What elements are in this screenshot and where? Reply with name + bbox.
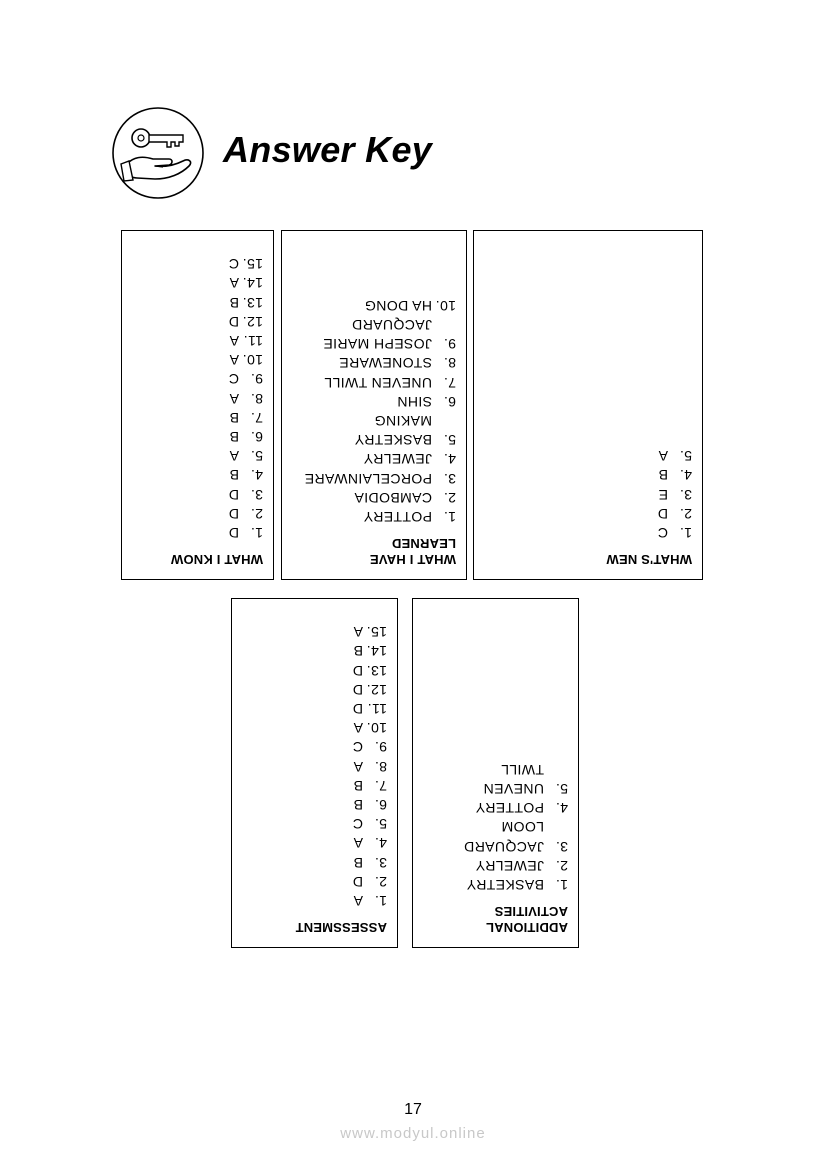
item-number: 1. xyxy=(443,509,456,525)
item-number: 7. xyxy=(443,374,456,391)
answer-text: D xyxy=(352,700,363,717)
answer-item xyxy=(232,699,387,718)
what-i-have-learned-heading xyxy=(282,535,456,567)
answer-item xyxy=(122,273,263,292)
assessment-box xyxy=(231,598,398,948)
answer-text: PORCELAINWARE xyxy=(304,470,432,487)
answer-item xyxy=(232,891,387,910)
answer-text: UNEVEN xyxy=(483,780,544,797)
item-number: 2. xyxy=(374,873,387,890)
answer-text: D xyxy=(657,505,668,522)
heading-line: ADDITIONAL xyxy=(485,920,568,935)
answer-item xyxy=(232,680,387,699)
answer-text: JACQUARD xyxy=(463,838,544,855)
item-number: 1. xyxy=(250,525,263,541)
what-i-have-learned-box xyxy=(281,230,467,580)
answer-text: D xyxy=(228,525,239,541)
answer-text: D xyxy=(228,313,239,330)
answer-text: E xyxy=(658,486,668,503)
answer-item xyxy=(122,254,263,273)
answer-text: A xyxy=(229,390,239,407)
answer-text: JACQUARD xyxy=(351,316,432,333)
answer-item xyxy=(232,641,387,660)
answer-item xyxy=(282,392,456,411)
answer-item xyxy=(282,334,456,353)
item-number: 11. xyxy=(243,332,263,349)
answer-item xyxy=(232,795,387,814)
answer-text: D xyxy=(352,662,363,679)
answer-item xyxy=(413,875,568,894)
assessment-heading: ASSESSMENT xyxy=(295,920,387,935)
item-number: 10. xyxy=(366,720,387,737)
item-number: 1. xyxy=(374,893,387,909)
answer-item xyxy=(282,468,456,487)
item-number: 12. xyxy=(366,681,387,698)
answer-item xyxy=(232,776,387,795)
answer-text: B xyxy=(229,409,239,426)
answer-text: A xyxy=(353,758,363,775)
answer-text: MAKING xyxy=(374,412,432,429)
answer-text: B xyxy=(229,428,239,445)
answer-text: LOOM xyxy=(501,819,544,836)
answer-item xyxy=(282,488,456,507)
answer-text: D xyxy=(228,505,239,522)
answer-item xyxy=(122,312,263,331)
answer-item xyxy=(232,660,387,679)
answer-item xyxy=(232,756,387,775)
answer-item xyxy=(282,449,456,468)
answer-text: C xyxy=(352,739,363,756)
answer-item xyxy=(413,798,568,817)
item-number: 2. xyxy=(443,489,456,506)
answer-item xyxy=(413,856,568,875)
answer-item xyxy=(282,296,456,315)
answer-item xyxy=(474,504,692,523)
answer-item xyxy=(282,315,456,334)
answer-text: B xyxy=(353,854,363,871)
item-number: 14. xyxy=(242,275,263,292)
what-i-know-box xyxy=(121,230,274,580)
item-number: 4. xyxy=(374,835,387,852)
answer-text: A xyxy=(353,624,363,641)
heading-line: LEARNED xyxy=(391,536,456,551)
item-number: 14. xyxy=(366,643,387,660)
answer-text: STONEWARE xyxy=(338,355,432,372)
additional-activities-box xyxy=(412,598,579,948)
answer-item xyxy=(122,427,263,446)
answer-text: C xyxy=(352,816,363,833)
answer-text: D xyxy=(352,873,363,890)
item-number: 10. xyxy=(242,352,263,369)
hand-key-logo-icon xyxy=(111,106,205,200)
answer-item xyxy=(122,331,263,350)
item-number: 4. xyxy=(679,467,692,484)
answer-text: HA DONG xyxy=(364,297,432,314)
item-number: 7. xyxy=(250,409,263,426)
item-number: 11. xyxy=(367,700,387,717)
answer-item xyxy=(282,411,456,430)
item-number: 13. xyxy=(366,662,387,679)
item-number: 1. xyxy=(555,877,568,893)
answer-text: B xyxy=(353,643,363,660)
item-number: 5. xyxy=(555,780,568,797)
answer-item xyxy=(474,465,692,484)
answer-item xyxy=(474,523,692,542)
answer-text: B xyxy=(658,467,668,484)
answer-item xyxy=(232,622,387,641)
answer-item xyxy=(122,446,263,465)
answer-text: D xyxy=(352,681,363,698)
item-number: 8. xyxy=(443,355,456,372)
answer-text: A xyxy=(229,448,239,465)
item-number: 3. xyxy=(679,486,692,503)
answer-text: B xyxy=(229,467,239,484)
item-number: 12. xyxy=(242,313,263,330)
page-title: Answer Key xyxy=(223,129,433,170)
item-number: 15. xyxy=(366,624,387,641)
item-number: 4. xyxy=(443,451,456,468)
item-number: 3. xyxy=(443,470,456,487)
item-number: 1. xyxy=(679,525,692,541)
item-number: 3. xyxy=(555,838,568,855)
answer-text: B xyxy=(229,294,239,311)
answer-item xyxy=(122,484,263,503)
answer-text: JOSEPH MARIE xyxy=(322,336,432,353)
answer-item xyxy=(122,523,263,542)
answer-item xyxy=(413,779,568,798)
answer-item xyxy=(413,760,568,779)
answer-item xyxy=(474,446,692,465)
answer-item xyxy=(474,484,692,503)
answer-text: A xyxy=(353,893,363,909)
answer-item xyxy=(122,504,263,523)
answer-item xyxy=(232,737,387,756)
answer-item xyxy=(413,817,568,836)
item-number: 9. xyxy=(374,739,387,756)
answer-item xyxy=(282,353,456,372)
answer-text: TWILL xyxy=(500,761,544,778)
answer-item xyxy=(122,369,263,388)
whats-new-heading: WHAT'S NEW xyxy=(606,552,692,567)
answer-item xyxy=(282,372,456,391)
page-number: 17 xyxy=(404,1101,422,1118)
answer-item xyxy=(122,465,263,484)
answer-item xyxy=(122,350,263,369)
answer-item xyxy=(282,507,456,526)
item-number: 6. xyxy=(443,393,456,410)
answer-text: C xyxy=(228,371,239,388)
what-i-know-list xyxy=(122,254,263,542)
what-i-know-heading: WHAT I KNOW xyxy=(170,552,263,567)
answer-item xyxy=(232,718,387,737)
item-number: 5. xyxy=(679,448,692,465)
item-number: 4. xyxy=(250,467,263,484)
answer-text: POTTERY xyxy=(475,800,544,817)
item-number: 6. xyxy=(250,428,263,445)
answer-text: SIHN xyxy=(396,393,432,410)
answer-text: A xyxy=(353,720,363,737)
answer-item xyxy=(122,388,263,407)
answer-item xyxy=(232,814,387,833)
item-number: 6. xyxy=(374,796,387,813)
item-number: 10. xyxy=(435,297,456,314)
answer-item xyxy=(232,833,387,852)
answer-text: BASKETRY xyxy=(466,877,544,893)
item-number: 5. xyxy=(250,448,263,465)
whats-new-box xyxy=(473,230,703,580)
item-number: 2. xyxy=(679,505,692,522)
item-number: 2. xyxy=(555,857,568,874)
answer-text: CAMBODIA xyxy=(354,489,432,506)
answer-item xyxy=(282,430,456,449)
heading-line: WHAT I HAVE xyxy=(369,552,456,567)
answer-item xyxy=(122,408,263,427)
assessment-list xyxy=(232,622,387,910)
item-number: 9. xyxy=(250,371,263,388)
answer-text: A xyxy=(229,332,239,349)
item-number: 5. xyxy=(374,816,387,833)
answer-item xyxy=(122,292,263,311)
item-number: 2. xyxy=(250,505,263,522)
answer-text: BASKETRY xyxy=(354,432,432,449)
heading-line: ACTIVITIES xyxy=(494,904,568,919)
answer-text: A xyxy=(229,352,239,369)
item-number: 5. xyxy=(443,432,456,449)
answer-item xyxy=(413,836,568,855)
answer-text: C xyxy=(228,256,239,273)
item-number: 4. xyxy=(555,800,568,817)
item-number: 13. xyxy=(242,294,263,311)
item-number: 3. xyxy=(374,854,387,871)
answer-text: A xyxy=(658,448,668,465)
answer-text: JEWELRY xyxy=(363,451,432,468)
answer-text: B xyxy=(353,777,363,794)
answer-item xyxy=(232,872,387,891)
answer-text: POTTERY xyxy=(363,509,432,525)
answer-text: D xyxy=(228,486,239,503)
answer-text: A xyxy=(229,275,239,292)
whats-new-list xyxy=(474,446,692,542)
item-number: 8. xyxy=(250,390,263,407)
additional-activities-list xyxy=(413,760,568,894)
answer-text: UNEVEN TWILL xyxy=(323,374,432,391)
item-number: 7. xyxy=(374,777,387,794)
answer-text: C xyxy=(657,525,668,541)
item-number: 3. xyxy=(250,486,263,503)
what-i-have-learned-list xyxy=(282,296,456,526)
additional-activities-heading xyxy=(413,903,568,935)
watermark: www.modyul.online xyxy=(340,1125,486,1142)
answer-text: JEWELRY xyxy=(475,857,544,874)
answer-text: B xyxy=(353,796,363,813)
item-number: 8. xyxy=(374,758,387,775)
item-number: 15. xyxy=(242,256,263,273)
answer-text: A xyxy=(353,835,363,852)
answer-item xyxy=(232,852,387,871)
item-number: 9. xyxy=(443,336,456,353)
